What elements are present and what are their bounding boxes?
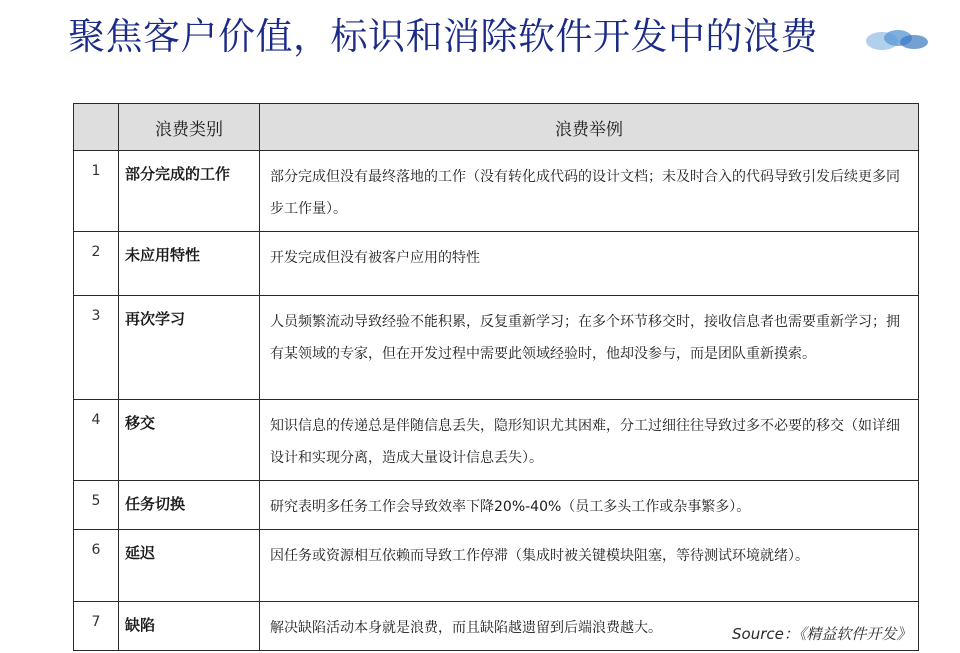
- waste-example: 解决缺陷活动本身就是浪费，而且缺陷越遗留到后端浪费越大。: [260, 602, 919, 651]
- header-cell-category: 浪费类别: [119, 104, 260, 151]
- header-cell-index: [74, 104, 119, 151]
- table-row: [74, 530, 919, 602]
- table-row: [74, 232, 919, 296]
- waste-example: 知识信息的传递总是伴随信息丢失，隐形知识尤其困难，分工过细往往导致过多不必要的移交（如详细设计和实现分离，造成大量设计信息丢失）。: [260, 400, 919, 481]
- table-row: [74, 481, 919, 530]
- row-number: 6: [74, 530, 119, 602]
- source-citation: Source：《精益软件开发》: [732, 625, 912, 643]
- row-number: 1: [74, 151, 119, 232]
- table-row: [74, 151, 919, 232]
- waste-category: 延迟: [119, 530, 260, 602]
- waste-example: 开发完成但没有被客户应用的特性: [260, 232, 919, 296]
- waste-example: 因任务或资源相互依赖而导致工作停滞（集成时被关键模块阻塞，等待测试环境就绪）。: [260, 530, 919, 602]
- header-cell-example: 浪费举例: [260, 104, 919, 151]
- waste-category: 未应用特性: [119, 232, 260, 296]
- waste-example: 人员频繁流动导致经验不能积累，反复重新学习；在多个环节移交时，接收信息者也需要重新学习；拥有某领域的专家，但在开发过程中需要此领域经验时，他却没参与，而是团队重新摸索。: [260, 296, 919, 400]
- waste-category: 任务切换: [119, 481, 260, 530]
- waste-example: 研究表明多任务工作会导致效率下降20%-40%（员工多头工作或杂事繁多）。: [260, 481, 919, 530]
- table-row: [74, 400, 919, 481]
- row-number: 5: [74, 481, 119, 530]
- waste-category: 移交: [119, 400, 260, 481]
- row-number: 2: [74, 232, 119, 296]
- row-number: 3: [74, 296, 119, 400]
- waste-category: 缺陷: [119, 602, 260, 651]
- page-title: 聚焦客户价值，标识和消除软件开发中的浪费: [68, 15, 818, 58]
- waste-category: 再次学习: [119, 296, 260, 400]
- table-row: [74, 296, 919, 400]
- waste-table: [73, 103, 919, 651]
- company-logo-icon: [862, 28, 932, 52]
- row-number: 4: [74, 400, 119, 481]
- waste-example: 部分完成但没有最终落地的工作（没有转化成代码的设计文档；未及时合入的代码导致引发后续更多同步工作量）。: [260, 151, 919, 232]
- waste-category: 部分完成的工作: [119, 151, 260, 232]
- row-number: 7: [74, 602, 119, 651]
- table-header-row: [74, 104, 919, 151]
